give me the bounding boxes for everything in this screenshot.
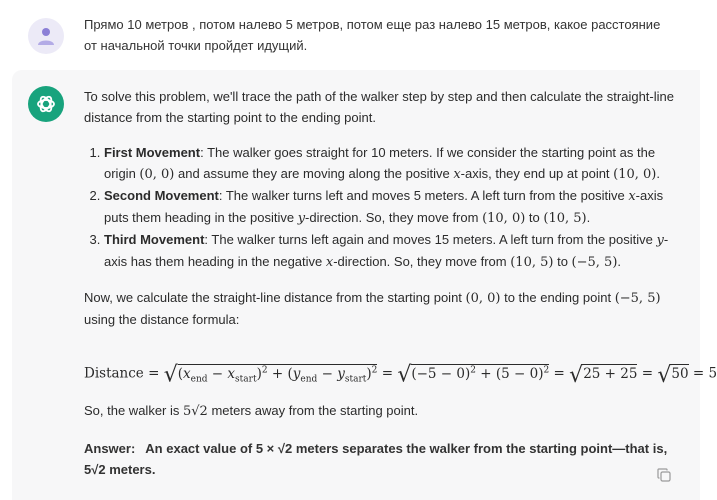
math-inline: x: [628, 189, 636, 204]
math-inline: y: [297, 211, 306, 226]
assistant-avatar: [28, 86, 64, 122]
user-question: Прямо 10 метров , потом налево 5 метров, потом еще раз налево 15 метров, какое расстояние от начальной точки пройдет идущий.: [84, 17, 661, 53]
step-text: to: [553, 254, 572, 269]
step-text: -axis has them heading in the negative: [104, 232, 669, 269]
step-item: [104, 229, 684, 273]
step-text: : The walker turns left and moves 5 meters. A left turn from the positive: [218, 188, 629, 203]
steps-list: [84, 142, 684, 273]
step-text: -axis, they end up at point: [460, 166, 614, 181]
math-inline: x: [453, 167, 461, 182]
step-title: Third Movement: [104, 232, 205, 247]
math-inline: (−5, 5): [614, 291, 661, 306]
formula-label: Distance =: [84, 365, 164, 382]
math-inline: (10, 0): [613, 167, 657, 182]
step-text: : The walker turns left again and moves 15 meters. A left turn from the positive: [204, 232, 657, 247]
step-text: and assume they are moving along the positive: [174, 166, 454, 181]
step-text: : The walker goes straight for 10 meters. If we consider the starting point as the origin: [104, 145, 656, 181]
answer-label: Answer:: [84, 441, 136, 456]
step-text: .: [656, 166, 661, 181]
text: meters away from the starting point.: [207, 403, 419, 418]
intro-paragraph: To solve this problem, we'll trace the path of the walker step by step and then calculate the straight-line distance from the starting point to the ending point.: [84, 89, 674, 125]
step-text: .: [617, 254, 622, 269]
copy-icon[interactable]: [657, 468, 671, 482]
math-inline: y: [656, 233, 664, 248]
math-inline: (10, 5): [510, 255, 554, 270]
text: using the distance formula:: [84, 312, 240, 327]
openai-logo-icon: [34, 92, 58, 116]
step-text: -direction. So, they move from: [305, 210, 483, 225]
conclusion-paragraph: [84, 400, 684, 422]
step-title: Second Movement: [104, 188, 219, 203]
sqrt-term: √50: [657, 362, 689, 388]
text: to the ending point: [500, 290, 615, 305]
math-inline: x: [325, 255, 334, 270]
step-item: [104, 142, 684, 185]
answer-paragraph: [84, 438, 684, 480]
step-text: to: [525, 210, 544, 225]
answer-text: An exact value of 5 × √2 meters separates the walker from the starting point—that is, 5√2 meters.: [84, 441, 668, 477]
user-message: [0, 0, 700, 70]
sqrt-term: $√(x_{end} - x_{start})^2 + (y_{end} - y_{start})^2$: [163, 362, 378, 388]
distance-intro: [84, 287, 684, 330]
distance-formula: Distance = $√(x_{end} - x_{start})^2 + (y_{end} - y_{start})^2 = √(-5 - 0)^2 + (5 - 0)^2 = √25 + 25 = √50 = 5$: [84, 352, 684, 388]
math-inline: (−5, 5): [571, 255, 618, 270]
math-inline: (0, 0): [465, 291, 501, 306]
user-icon: [37, 26, 55, 46]
text: So, the walker is: [84, 403, 183, 418]
assistant-message: [12, 70, 717, 500]
math-inline: 5√2: [183, 404, 208, 419]
sqrt-term: √25 + 25: [569, 362, 638, 388]
user-avatar: [28, 18, 64, 54]
math-inline: (10, 5): [543, 211, 587, 226]
assistant-content: [84, 86, 717, 480]
math-inline: (0, 0): [139, 167, 175, 182]
text: Now, we calculate the straight-line distance from the starting point: [84, 290, 466, 305]
step-text: .: [586, 210, 591, 225]
step-item: [104, 185, 684, 229]
step-text: -axis puts them heading in the positive: [104, 188, 664, 225]
sqrt-term: $√(-5 - 0)^2 + (5 - 0)^2$: [397, 362, 550, 388]
step-text: -direction. So, they move from: [333, 254, 511, 269]
math-inline: (10, 0): [482, 211, 526, 226]
step-title: First Movement: [104, 145, 201, 160]
